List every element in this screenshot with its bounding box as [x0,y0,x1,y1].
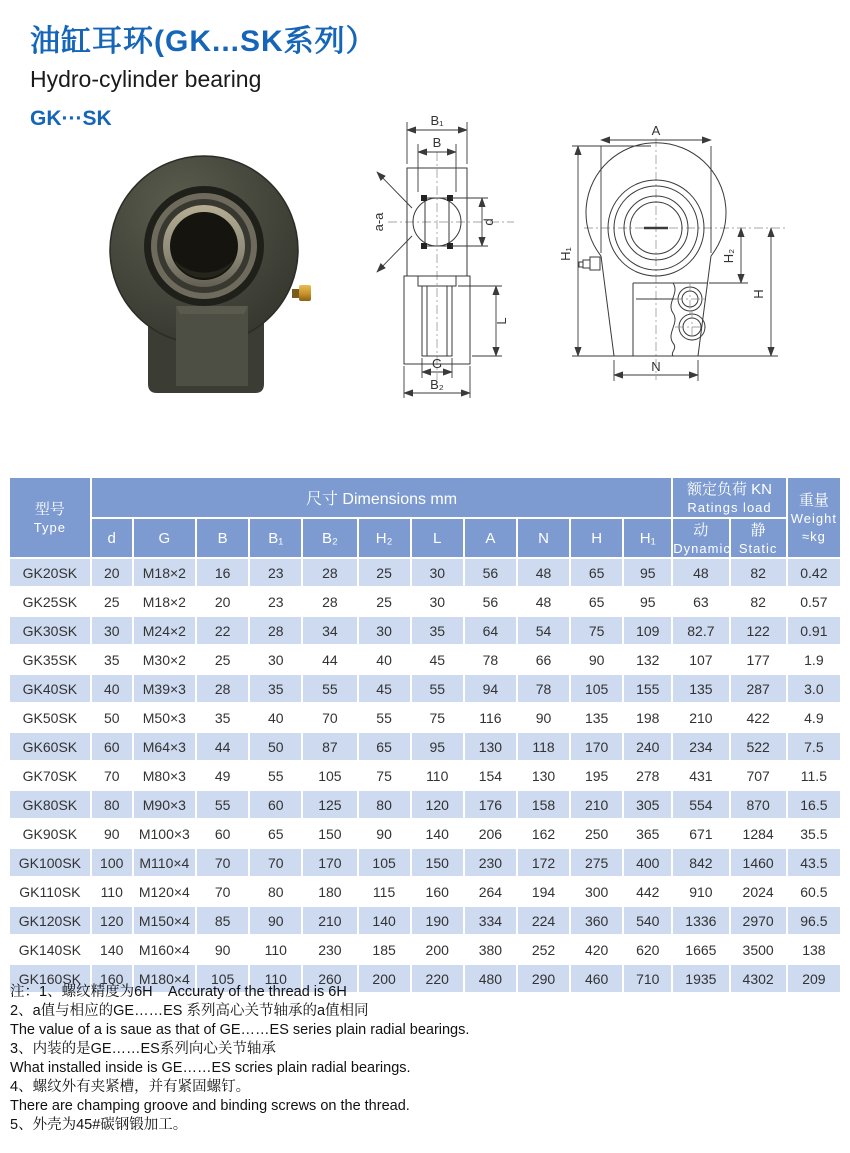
col-header-dimensions: 尺寸 Dimensions mm [92,478,671,517]
value-cell: 275 [571,849,622,876]
value-cell: 70 [92,762,132,789]
value-cell: 540 [624,907,671,934]
value-cell: 66 [518,646,569,673]
value-cell: 82 [731,588,786,615]
type-cell: GK110SK [10,878,90,905]
section-view-svg [372,106,562,404]
value-cell: 110 [92,878,132,905]
value-cell: 60 [250,791,301,818]
value-cell: M120×4 [134,878,195,905]
value-cell: 195 [571,762,622,789]
value-cell: 200 [359,965,410,992]
value-cell: 230 [465,849,516,876]
value-cell: 278 [624,762,671,789]
col-header-dim-10: H₁ [624,519,671,557]
value-cell: 122 [731,617,786,644]
value-cell: 107 [673,646,728,673]
table-row [10,733,840,760]
type-cell: GK50SK [10,704,90,731]
value-cell: 162 [518,820,569,847]
value-cell: 138 [788,936,840,963]
value-cell: 40 [92,675,132,702]
value-cell: 150 [303,820,356,847]
value-cell: 200 [412,936,463,963]
type-cell: GK90SK [10,820,90,847]
value-cell: 25 [359,588,410,615]
value-cell: M100×3 [134,820,195,847]
col-header-dim-3: B₁ [250,519,301,557]
value-cell: M80×3 [134,762,195,789]
value-cell: 240 [624,733,671,760]
table-row [10,588,840,615]
value-cell: 56 [465,588,516,615]
value-cell: 420 [571,936,622,963]
value-cell: 22 [197,617,248,644]
value-cell: 55 [250,762,301,789]
value-cell: 870 [731,791,786,818]
value-cell: 135 [673,675,728,702]
table-row [10,762,840,789]
value-cell: 360 [571,907,622,934]
value-cell: M110×4 [134,849,195,876]
dimensions-table-wrap [8,476,842,994]
value-cell: 4.9 [788,704,840,731]
value-cell: M64×3 [134,733,195,760]
value-cell: 35 [92,646,132,673]
value-cell: 180 [303,878,356,905]
value-cell: 75 [359,762,410,789]
value-cell: 35 [412,617,463,644]
dim-label-d: d [481,218,496,226]
value-cell: 85 [197,907,248,934]
value-cell: 55 [359,704,410,731]
value-cell: 90 [571,646,622,673]
value-cell: 23 [250,588,301,615]
value-cell: 130 [465,733,516,760]
value-cell: 90 [197,936,248,963]
value-cell: 70 [250,849,301,876]
type-cell: GK35SK [10,646,90,673]
value-cell: 63 [673,588,728,615]
value-cell: 80 [92,791,132,818]
value-cell: 30 [412,559,463,586]
col-header-dim-4: B₂ [303,519,356,557]
type-cell: GK25SK [10,588,90,615]
value-cell: 105 [359,849,410,876]
page-title-zh: 油缸耳环(GK...SK系列） [30,25,377,58]
value-cell: 54 [518,617,569,644]
value-cell: 55 [197,791,248,818]
value-cell: 65 [571,559,622,586]
dim-label-n: N [651,359,661,374]
value-cell: 198 [624,704,671,731]
note-line: 3、内装的是GE……ES系列向心关节轴承 [10,1041,276,1057]
value-cell: 50 [250,733,301,760]
dim-label-g: G [431,356,443,371]
value-cell: 28 [303,559,356,586]
value-cell: 130 [518,762,569,789]
value-cell: 40 [250,704,301,731]
value-cell: 190 [412,907,463,934]
value-cell: 43.5 [788,849,840,876]
value-cell: 431 [673,762,728,789]
value-cell: 60 [92,733,132,760]
value-cell: 400 [624,849,671,876]
col-header-dim-0: d [92,519,132,557]
section-geometry [388,152,514,380]
value-cell: M50×3 [134,704,195,731]
value-cell: 460 [571,965,622,992]
value-cell: 842 [673,849,728,876]
table-row [10,936,840,963]
note-line: The value of a is saue as that of GE……ES series plain radial bearings. [10,1022,470,1038]
value-cell: 290 [518,965,569,992]
value-cell: 2970 [731,907,786,934]
value-cell: 96.5 [788,907,840,934]
value-cell: 210 [303,907,356,934]
type-cell: GK120SK [10,907,90,934]
value-cell: 209 [788,965,840,992]
value-cell: 7.5 [788,733,840,760]
value-cell: 90 [359,820,410,847]
value-cell: 480 [465,965,516,992]
value-cell: 120 [412,791,463,818]
table-row [10,849,840,876]
table-row [10,704,840,731]
value-cell: 30 [412,588,463,615]
value-cell: 35 [197,704,248,731]
value-cell: 105 [197,965,248,992]
value-cell: 910 [673,878,728,905]
value-cell: 3500 [731,936,786,963]
note-line: There are champing groove and binding screws on the thread. [10,1098,410,1114]
value-cell: M18×2 [134,559,195,586]
value-cell: 45 [412,646,463,673]
type-cell: GK40SK [10,675,90,702]
col-header-type: 型号 Type [10,478,90,557]
table-row [10,617,840,644]
front-view-svg [556,118,848,408]
col-header-dim-1: G [134,519,195,557]
table-row [10,791,840,818]
value-cell: 160 [92,965,132,992]
value-cell: 554 [673,791,728,818]
value-cell: 48 [518,559,569,586]
value-cell: 115 [359,878,410,905]
value-cell: 177 [731,646,786,673]
value-cell: 110 [412,762,463,789]
value-cell: 28 [250,617,301,644]
page-title-en: Hydro-cylinder bearing [30,66,262,92]
dimensions-table [8,476,842,994]
value-cell: 50 [92,704,132,731]
value-cell: 23 [250,559,301,586]
value-cell: 109 [624,617,671,644]
value-cell: 78 [465,646,516,673]
value-cell: M150×4 [134,907,195,934]
value-cell: 94 [465,675,516,702]
dim-label-l: L [494,317,509,325]
value-cell: 170 [571,733,622,760]
value-cell: 120 [92,907,132,934]
note-line: What installed inside is GE……ES scries plain radial bearings. [10,1060,411,1076]
value-cell: 30 [250,646,301,673]
value-cell: 671 [673,820,728,847]
value-cell: 11.5 [788,762,840,789]
value-cell: 140 [92,936,132,963]
value-cell: M24×2 [134,617,195,644]
value-cell: 252 [518,936,569,963]
value-cell: 90 [92,820,132,847]
value-cell: 0.42 [788,559,840,586]
grease-nipple [292,285,311,301]
value-cell: 48 [673,559,728,586]
value-cell: 1336 [673,907,728,934]
note-line: 2、a值与相应的GE……ES 系列高心关节轴承的a值相同 [10,1003,369,1019]
value-cell: 25 [359,559,410,586]
value-cell: 82.7 [673,617,728,644]
value-cell: 49 [197,762,248,789]
value-cell: 30 [359,617,410,644]
notes [10,983,840,1135]
section-dimensions [372,113,509,398]
value-cell: 442 [624,878,671,905]
value-cell: M160×4 [134,936,195,963]
value-cell: 176 [465,791,516,818]
value-cell: 234 [673,733,728,760]
col-header-dynamic: 动 Dynamic [673,519,728,557]
col-header-weight: 重量 Weight ≈kg [788,478,840,557]
value-cell: 135 [571,704,622,731]
value-cell: 16.5 [788,791,840,818]
table-row [10,907,840,934]
note-line: 4、螺纹外有夹紧槽，并有紧固螺钉。 [10,1079,251,1095]
value-cell: 4302 [731,965,786,992]
value-cell: 34 [303,617,356,644]
value-cell: 25 [92,588,132,615]
value-cell: M180×4 [134,965,195,992]
value-cell: 65 [571,588,622,615]
value-cell: M18×2 [134,588,195,615]
value-cell: 48 [518,588,569,615]
value-cell: 305 [624,791,671,818]
value-cell: 0.91 [788,617,840,644]
value-cell: 55 [412,675,463,702]
value-cell: 210 [571,791,622,818]
type-cell: GK60SK [10,733,90,760]
value-cell: 100 [92,849,132,876]
value-cell: 2024 [731,878,786,905]
col-header-dim-7: A [465,519,516,557]
front-dimensions [558,123,778,381]
type-cell: GK140SK [10,936,90,963]
value-cell: 28 [303,588,356,615]
section-view-drawing [372,106,562,404]
value-cell: 264 [465,878,516,905]
section-cut-label: a-a [372,212,386,232]
value-cell: 185 [359,936,410,963]
value-cell: 155 [624,675,671,702]
value-cell: 710 [624,965,671,992]
value-cell: 118 [518,733,569,760]
value-cell: 1665 [673,936,728,963]
type-cell: GK70SK [10,762,90,789]
page-header [30,16,377,131]
col-header-dim-6: L [412,519,463,557]
value-cell: 60 [197,820,248,847]
note-line: 注：1、螺纹精度为6H Accuraty of the thread is 6H [10,984,347,1000]
value-cell: 158 [518,791,569,818]
type-cell: GK80SK [10,791,90,818]
value-cell: 16 [197,559,248,586]
dim-label-b: B [432,135,442,150]
dim-label-b2: B₂ [430,377,444,392]
value-cell: 230 [303,936,356,963]
value-cell: 1284 [731,820,786,847]
value-cell: 1.9 [788,646,840,673]
value-cell: 95 [624,559,671,586]
value-cell: 224 [518,907,569,934]
value-cell: 70 [197,849,248,876]
value-cell: 206 [465,820,516,847]
value-cell: 125 [303,791,356,818]
value-cell: 707 [731,762,786,789]
type-cell: GK160SK [10,965,90,992]
value-cell: 194 [518,878,569,905]
value-cell: 287 [731,675,786,702]
value-cell: 1935 [673,965,728,992]
value-cell: 140 [359,907,410,934]
value-cell: 35.5 [788,820,840,847]
value-cell: M90×3 [134,791,195,818]
col-header-dim-5: H₂ [359,519,410,557]
value-cell: 40 [359,646,410,673]
value-cell: 45 [359,675,410,702]
type-cell: GK100SK [10,849,90,876]
dim-label-h2: H₂ [721,248,736,264]
value-cell: 35 [250,675,301,702]
value-cell: 3.0 [788,675,840,702]
col-header-dim-8: N [518,519,569,557]
value-cell: 44 [303,646,356,673]
col-header-dim-2: B [197,519,248,557]
value-cell: 380 [465,936,516,963]
table-row [10,646,840,673]
value-cell: 65 [250,820,301,847]
value-cell: 80 [359,791,410,818]
dim-label-h: H [751,289,766,299]
value-cell: 140 [412,820,463,847]
value-cell: 0.57 [788,588,840,615]
value-cell: 154 [465,762,516,789]
dim-label-h1: H₁ [558,247,573,261]
value-cell: 365 [624,820,671,847]
table-row [10,559,840,586]
value-cell: 65 [359,733,410,760]
value-cell: 87 [303,733,356,760]
type-cell: GK30SK [10,617,90,644]
value-cell: 20 [197,588,248,615]
value-cell: 82 [731,559,786,586]
value-cell: 422 [731,704,786,731]
value-cell: 210 [673,704,728,731]
value-cell: 95 [412,733,463,760]
value-cell: 1460 [731,849,786,876]
value-cell: 522 [731,733,786,760]
type-cell: GK20SK [10,559,90,586]
value-cell: 30 [92,617,132,644]
value-cell: 150 [412,849,463,876]
front-geometry [579,138,786,380]
value-cell: 80 [250,878,301,905]
dim-label-a: A [651,123,661,138]
value-cell: 110 [250,965,301,992]
dim-label-b1: B₁ [430,113,444,128]
value-cell: 250 [571,820,622,847]
series-label: GK···SK [30,107,112,130]
value-cell: 105 [303,762,356,789]
value-cell: 334 [465,907,516,934]
col-header-static: 静 Static [731,519,786,557]
value-cell: 55 [303,675,356,702]
value-cell: 170 [303,849,356,876]
value-cell: 132 [624,646,671,673]
value-cell: 300 [571,878,622,905]
value-cell: 20 [92,559,132,586]
value-cell: M30×2 [134,646,195,673]
table-row [10,675,840,702]
value-cell: 95 [624,588,671,615]
value-cell: 70 [197,878,248,905]
note-line: 5、外壳为45#碳钢锻加工。 [10,1117,188,1133]
value-cell: 64 [465,617,516,644]
value-cell: 620 [624,936,671,963]
value-cell: 78 [518,675,569,702]
value-cell: 70 [303,704,356,731]
value-cell: 172 [518,849,569,876]
value-cell: 75 [571,617,622,644]
value-cell: 75 [412,704,463,731]
value-cell: 90 [250,907,301,934]
col-header-dim-9: H [571,519,622,557]
value-cell: 28 [197,675,248,702]
value-cell: 116 [465,704,516,731]
value-cell: 105 [571,675,622,702]
value-cell: 110 [250,936,301,963]
bearing-bore [144,186,264,306]
value-cell: 44 [197,733,248,760]
value-cell: 160 [412,878,463,905]
value-cell: 60.5 [788,878,840,905]
value-cell: 25 [197,646,248,673]
rod-end-bearing-photo [88,148,328,398]
table-row [10,820,840,847]
value-cell: M39×3 [134,675,195,702]
front-view-drawing [556,118,848,408]
table-row [10,878,840,905]
col-header-ratings: 额定负荷 KN Ratings load [673,478,785,517]
value-cell: 260 [303,965,356,992]
value-cell: 90 [518,704,569,731]
value-cell: 56 [465,559,516,586]
value-cell: 220 [412,965,463,992]
product-photo [88,148,328,398]
